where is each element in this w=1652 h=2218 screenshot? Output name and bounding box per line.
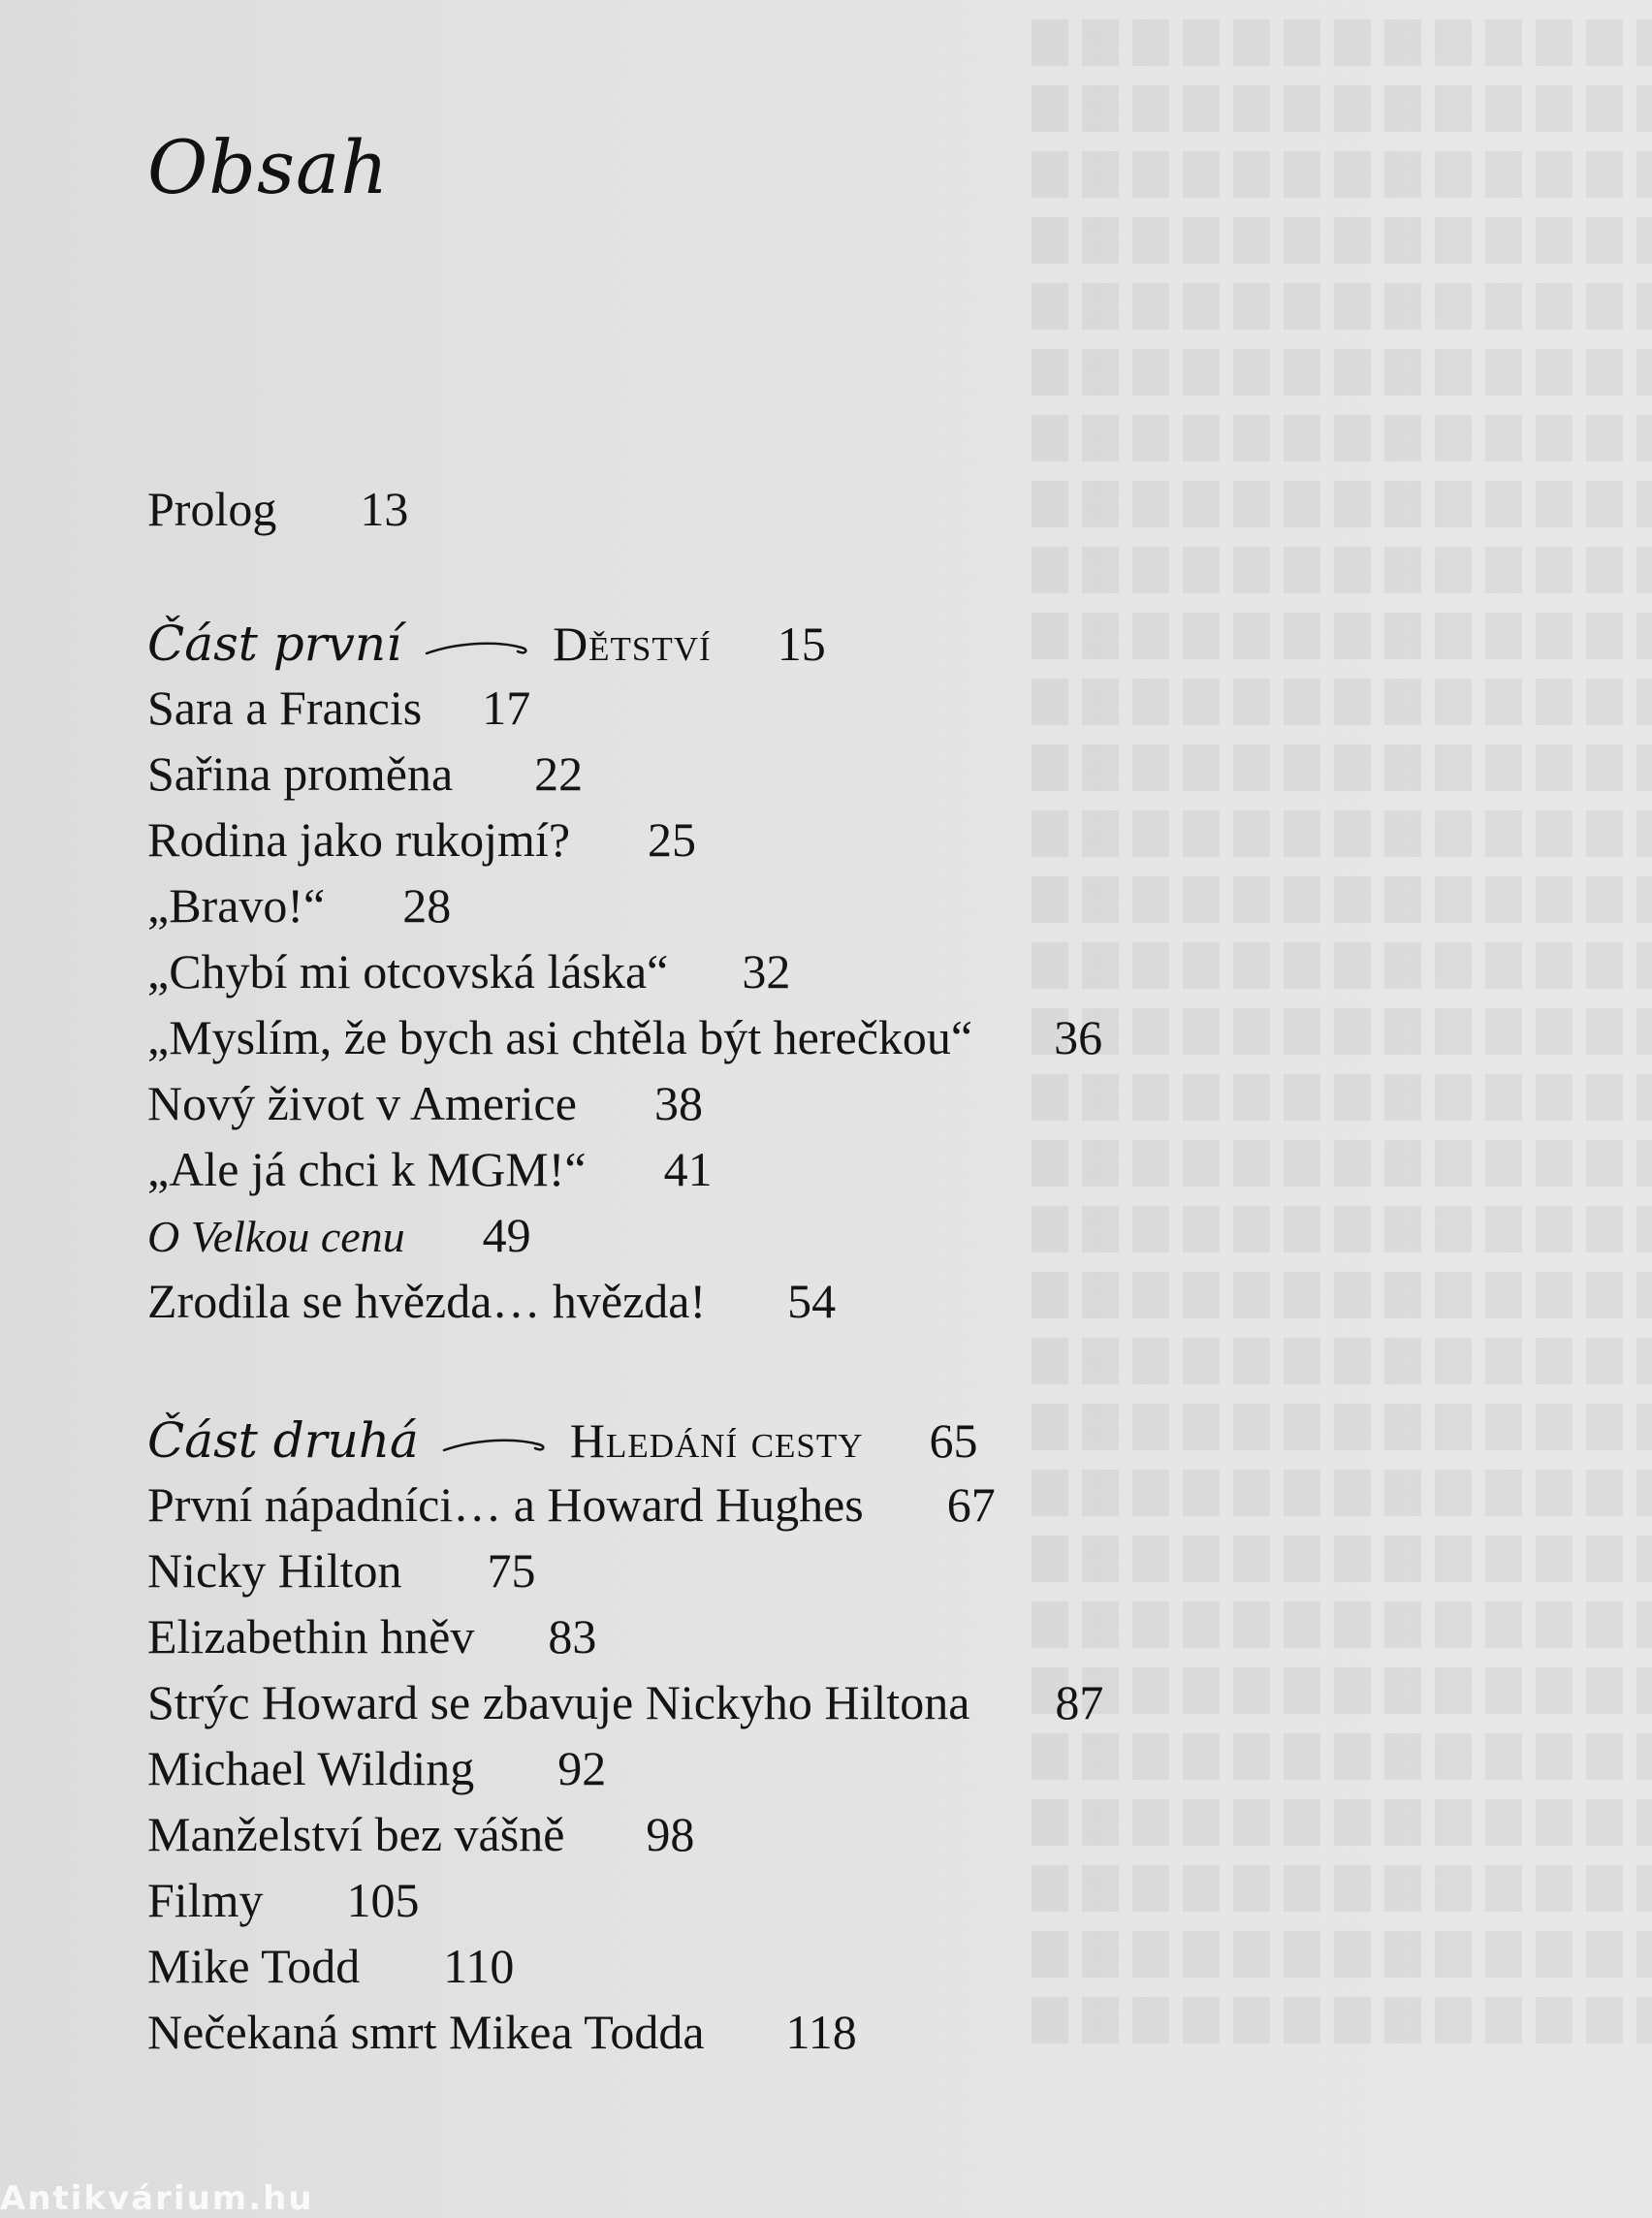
toc-entry-page: 38 xyxy=(653,1076,703,1130)
toc-entry-label: O Velkou cenu xyxy=(147,1212,405,1261)
toc-entry-label: Filmy xyxy=(147,1873,264,1927)
toc-entry xyxy=(147,745,583,803)
toc-entry-label: Nový život v Americe xyxy=(147,1076,577,1130)
toc-entry-label: Zrodila se hvězda… hvězda! xyxy=(147,1274,707,1328)
toc-entry-page: 83 xyxy=(548,1609,597,1664)
part-heading-1 xyxy=(147,613,826,676)
part-label: Část druhá xyxy=(147,1412,419,1469)
toc-entry-label: První nápadníci… a Howard Hughes xyxy=(147,1477,864,1532)
toc-entry xyxy=(147,810,696,869)
toc-entry-page: 75 xyxy=(487,1543,536,1598)
toc-entry-page: 41 xyxy=(663,1142,713,1196)
toc-entry-page: 28 xyxy=(402,878,452,933)
toc-entry-page: 67 xyxy=(946,1477,996,1532)
toc-entry-page: 17 xyxy=(482,681,531,735)
toc-entry-page: 49 xyxy=(482,1208,531,1262)
toc-entry xyxy=(147,1871,419,1929)
toc-entry xyxy=(147,876,451,935)
toc-entry-page: 32 xyxy=(742,944,791,998)
toc-entry-label: Nečekaná smrt Mikea Todda xyxy=(147,2005,705,2059)
toc-entry-label: Elizabethin hněv xyxy=(147,1609,475,1664)
toc-entry-prolog xyxy=(147,480,408,538)
toc-entry-label: Michael Wilding xyxy=(147,1741,475,1795)
toc-entry-page: 22 xyxy=(534,746,584,801)
toc-entry-label: „Chybí mi otcovská láska“ xyxy=(147,944,669,998)
toc-entry xyxy=(147,1475,996,1534)
toc-entry-page: 118 xyxy=(785,2005,857,2059)
watermark: Antikvárium.hu xyxy=(0,2179,314,2218)
toc-entry xyxy=(147,679,530,737)
part-section-title: Dětství xyxy=(553,617,712,671)
swash-ornament-icon xyxy=(425,634,531,663)
toc-entry xyxy=(147,1805,694,1863)
part-page: 65 xyxy=(929,1413,978,1468)
toc-entry-page: 54 xyxy=(787,1274,837,1328)
toc-entry xyxy=(147,1074,703,1132)
toc-entry-label: „Bravo!“ xyxy=(147,878,326,933)
toc-entry-label: Rodina jako rukojmí? xyxy=(147,812,571,867)
part-section-title: Hledání cesty xyxy=(569,1413,864,1468)
part-heading-2 xyxy=(147,1410,978,1473)
toc-entry-page: 92 xyxy=(557,1741,607,1795)
toc-entry xyxy=(147,2003,857,2061)
toc-entry xyxy=(147,1541,535,1600)
toc-entry xyxy=(147,942,790,1000)
toc-entry-label: „Myslím, že bych asi chtěla být herečkou“ xyxy=(147,1010,973,1064)
toc-entry-label: Sara a Francis xyxy=(147,681,423,735)
page-title: Obsah xyxy=(147,124,390,210)
toc-entry-page: 110 xyxy=(443,1939,515,1993)
toc-entry xyxy=(147,1937,514,1995)
toc-entry-page: 13 xyxy=(360,482,409,536)
toc-entry-label: Strýc Howard se zbavuje Nickyho Hiltona xyxy=(147,1675,970,1729)
toc-entry xyxy=(147,1206,531,1266)
toc-entry xyxy=(147,1673,1103,1731)
toc-entry xyxy=(147,1140,713,1198)
swash-ornament-icon xyxy=(442,1431,549,1460)
toc-entry xyxy=(147,1272,836,1330)
toc-entry-page: 98 xyxy=(646,1807,695,1861)
part-page: 15 xyxy=(777,617,826,671)
toc-entry-page: 25 xyxy=(648,812,697,867)
toc-entry xyxy=(147,1739,606,1797)
toc-entry-label: Manželství bez vášně xyxy=(147,1807,565,1861)
toc-entry-page: 36 xyxy=(1054,1010,1103,1064)
toc-entry-label: „Ale já chci k MGM!“ xyxy=(147,1142,587,1196)
part-label: Část první xyxy=(147,616,402,672)
toc-entry-label: Nicky Hilton xyxy=(147,1543,402,1598)
toc-entry-page: 105 xyxy=(346,1873,420,1927)
toc-entry-label: Prolog xyxy=(147,482,277,536)
toc-entry-page: 87 xyxy=(1055,1675,1104,1729)
toc-entry-label: Mike Todd xyxy=(147,1939,361,1993)
bleed-through-text xyxy=(1032,0,1652,2202)
toc-entry xyxy=(147,1607,596,1665)
toc-entry xyxy=(147,1008,1102,1066)
toc-entry-label: Sařina proměna xyxy=(147,746,454,801)
